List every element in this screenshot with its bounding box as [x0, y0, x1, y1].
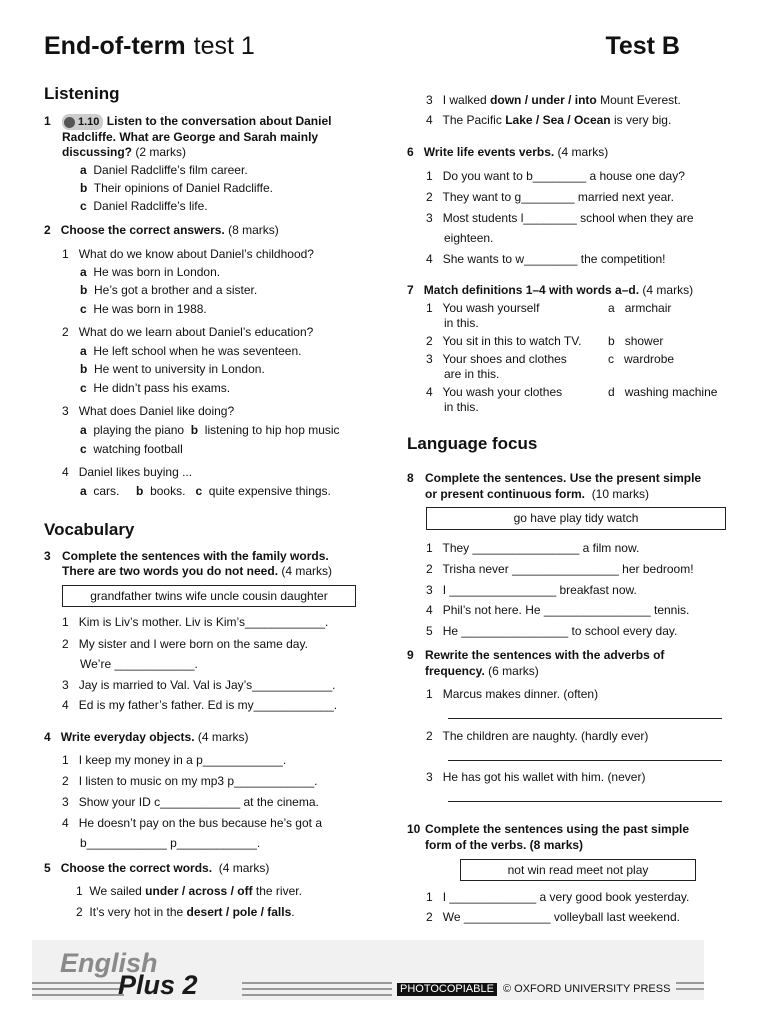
- option-text: Daniel Radcliffe’s life.: [93, 199, 208, 213]
- q10-item-1: [426, 889, 689, 905]
- answer-line[interactable]: [448, 718, 722, 719]
- choice-separator: /: [227, 884, 238, 898]
- item-number: 2: [76, 905, 83, 919]
- q1-marks: (2 marks): [135, 145, 187, 159]
- item-number: 4: [426, 385, 433, 399]
- item-text: She wants to w________ the competition!: [442, 252, 666, 266]
- answer-line[interactable]: [448, 801, 722, 802]
- item-number: 1: [76, 884, 83, 898]
- option-letter: b: [80, 283, 88, 297]
- q2-s3-ab: [80, 422, 340, 438]
- item-number: 3: [426, 770, 433, 784]
- word-box-family: grandfather twins wife uncle cousin daughter: [62, 585, 356, 607]
- q3-marks: (4 marks): [281, 564, 333, 578]
- q4-instruction: [44, 729, 249, 745]
- option-letter: c: [195, 484, 203, 498]
- q2-s2-c: [80, 380, 230, 396]
- q8-marks: (10 marks): [591, 487, 650, 501]
- item-number: 3: [426, 93, 433, 107]
- item-text: They ________________ a film now.: [442, 541, 640, 555]
- q8-item-4: [426, 602, 689, 618]
- choice-word: Sea: [542, 113, 564, 127]
- q1-option-b: [80, 180, 273, 196]
- option-letter: b: [136, 484, 144, 498]
- option-text: He was born in 1988.: [93, 302, 207, 316]
- footer-stripe: [676, 982, 704, 984]
- q3-number: 3: [44, 549, 51, 563]
- option-letter: a: [608, 301, 615, 315]
- item-number: 3: [62, 795, 69, 809]
- option-letter: c: [80, 442, 87, 456]
- item-number: 4: [62, 698, 69, 712]
- q7-def-1-cont: in this.: [444, 316, 479, 330]
- q9-line2: [425, 663, 539, 679]
- footer-stripe: [32, 988, 124, 990]
- choice-word: down: [490, 93, 522, 107]
- option-text: Daniel Radcliffe’s film career.: [93, 163, 248, 177]
- item-text: He doesn’t pay on the bus because he’s got a: [78, 816, 322, 830]
- item-number: 3: [426, 352, 433, 366]
- item-number: 4: [62, 465, 69, 479]
- q2-text: Choose the correct answers.: [60, 223, 225, 237]
- item-text: I keep my money in a p____________.: [78, 753, 287, 767]
- choice-word: desert: [186, 905, 223, 919]
- q6-item-3: [426, 210, 694, 226]
- q5-item-1: [76, 883, 302, 899]
- q7-def-2: [426, 333, 581, 349]
- q8-line2: [425, 486, 649, 502]
- choice-word: Lake: [505, 113, 533, 127]
- q4-item-1: [62, 752, 286, 768]
- option-text: watching football: [93, 442, 183, 456]
- option-letter: b: [80, 362, 88, 376]
- item-text: We sailed: [89, 884, 146, 898]
- q3-item-1: [62, 614, 328, 630]
- q3-item-3: [62, 677, 336, 693]
- option-letter: c: [80, 381, 87, 395]
- item-number: 2: [62, 325, 69, 339]
- item-number: 4: [426, 252, 433, 266]
- option-text: He went to university in London.: [94, 362, 265, 376]
- q4-item-3: [62, 794, 319, 810]
- option-text: He was born in London.: [93, 265, 221, 279]
- option-text: wardrobe: [624, 352, 675, 366]
- q9-item-3: [426, 769, 645, 785]
- item-number: 2: [426, 190, 433, 204]
- item-text: Do you want to b________ a house one day?: [442, 169, 685, 183]
- item-text: What does Daniel like doing?: [78, 404, 235, 418]
- option-text: quite expensive things.: [208, 484, 331, 498]
- option-text: Their opinions of Daniel Radcliffe.: [93, 181, 274, 195]
- item-text: He ________________ to school every day.: [442, 624, 678, 638]
- title-text: End-of-term: [44, 32, 186, 60]
- logo-plus: [118, 970, 198, 1001]
- item-text: .: [291, 905, 295, 919]
- choice-separator: /: [257, 905, 268, 919]
- section-listening: Listening: [44, 84, 120, 103]
- q7-text: Match definitions 1–4 with words a–d.: [423, 283, 640, 297]
- item-number: 1: [62, 753, 69, 767]
- q7-number: 7: [407, 283, 414, 297]
- item-text: is very big.: [610, 113, 672, 127]
- q9-number: 9: [407, 648, 414, 662]
- item-text: Kim is Liv’s mother. Liv is Kim’s____________.: [78, 615, 329, 629]
- choice-word: off: [237, 884, 253, 898]
- q8-item-3: [426, 582, 637, 598]
- item-number: 2: [62, 637, 69, 651]
- q10-item-2: [426, 909, 680, 925]
- photocopiable-badge: PHOTOCOPIABLE: [397, 983, 497, 996]
- item-number: 2: [426, 334, 433, 348]
- item-number: 3: [426, 211, 433, 225]
- q9-marks: (6 marks): [488, 664, 539, 678]
- q8-item-2: [426, 561, 694, 577]
- word-box-verbs: go have play tidy watch: [426, 507, 726, 530]
- item-text: Trisha never ________________ her bedroom!: [442, 562, 694, 576]
- item-text: I walked: [442, 93, 491, 107]
- item-text: Ed is my father’s father. Ed is my____________.: [78, 698, 338, 712]
- item-number: 1: [426, 890, 433, 904]
- q5-item-2: [76, 904, 295, 920]
- option-letter: a: [80, 484, 87, 498]
- q10-number: 10: [407, 822, 421, 836]
- item-number: 1: [426, 301, 433, 315]
- item-text: Phil’s not here. He ________________ tennis.: [442, 603, 690, 617]
- option-letter: a: [80, 344, 87, 358]
- q5-item-3: [426, 92, 681, 108]
- q5-item-4: [426, 112, 671, 128]
- option-text: armchair: [624, 301, 672, 315]
- option-text: playing the piano: [93, 423, 185, 437]
- q10-line2: form of the verbs. (8 marks): [425, 838, 584, 852]
- q7-def-4-cont: in this.: [444, 400, 479, 414]
- q3-item-4: [62, 697, 337, 713]
- q1-option-a: [80, 162, 248, 178]
- q5-instruction: [44, 860, 269, 876]
- item-text: You wash your clothes: [442, 385, 563, 399]
- footer-stripe: [676, 988, 704, 990]
- item-text: Daniel likes buying ...: [78, 465, 193, 479]
- option-text: books.: [150, 484, 186, 498]
- item-text: Your shoes and clothes: [442, 352, 567, 366]
- answer-line[interactable]: [448, 760, 722, 761]
- choice-word: falls: [267, 905, 292, 919]
- q2-s1-c: [80, 301, 207, 317]
- item-text: Jay is married to Val. Val is Jay’s____________.: [78, 678, 336, 692]
- item-text: I listen to music on my mp3 p____________.: [78, 774, 318, 788]
- q2-s1-a: [80, 264, 220, 280]
- q7-def-3: [426, 351, 567, 367]
- q8-item-5: [426, 623, 677, 639]
- item-text: the river.: [252, 884, 302, 898]
- footer-stripe: [242, 994, 392, 996]
- footer-stripe: [32, 982, 124, 984]
- q6-item-2: [426, 189, 674, 205]
- section-vocabulary: Vocabulary: [44, 520, 135, 539]
- item-number: 3: [426, 583, 433, 597]
- q9-item-2: [426, 728, 648, 744]
- q6-number: 6: [407, 145, 414, 159]
- q3-item-2-cont: We’re ____________.: [80, 657, 198, 671]
- q7-marks: (4 marks): [642, 283, 694, 297]
- q5-number: 5: [44, 861, 51, 875]
- item-number: 4: [426, 113, 433, 127]
- q5-text: Choose the correct words.: [60, 861, 213, 875]
- q2-instruction: [44, 222, 279, 238]
- option-letter: c: [80, 302, 87, 316]
- q2-s2-b: [80, 361, 265, 377]
- item-number: 1: [426, 541, 433, 555]
- choice-word: Ocean: [573, 113, 611, 127]
- q7-instruction: [407, 282, 693, 298]
- option-text: washing machine: [624, 385, 718, 399]
- page-title: [44, 32, 255, 61]
- option-letter: a: [80, 163, 87, 177]
- logo-plus-text: Plus: [118, 970, 176, 1000]
- item-number: 3: [62, 678, 69, 692]
- q2-s2-question: [62, 324, 313, 340]
- footer-stripe: [242, 988, 392, 990]
- q4-item-2: [62, 773, 318, 789]
- q6-text: Write life events verbs.: [423, 145, 555, 159]
- item-text: Mount Everest.: [596, 93, 681, 107]
- option-text: listening to hip hop music: [204, 423, 340, 437]
- q8-text2: or present continuous form.: [425, 487, 586, 501]
- item-number: 1: [426, 169, 433, 183]
- item-text: You sit in this to watch TV.: [442, 334, 582, 348]
- section-language-focus: Language focus: [407, 434, 538, 453]
- item-text: Show your ID c____________ at the cinema.: [78, 795, 319, 809]
- choice-word: under: [531, 93, 565, 107]
- choice-separator: /: [564, 93, 575, 107]
- track-number: 1.10: [78, 116, 100, 128]
- option-letter: a: [80, 265, 87, 279]
- q6-instruction: [407, 144, 608, 160]
- q10-line1: Complete the sentences using the past simple: [425, 822, 690, 836]
- q4-item-4: [62, 815, 322, 831]
- item-text: My sister and I were born on the same day.: [78, 637, 308, 651]
- item-number: 2: [426, 562, 433, 576]
- item-text: The children are naughty. (hardly ever): [442, 729, 649, 743]
- item-number: 2: [426, 729, 433, 743]
- q3-line1: Complete the sentences with the family words.: [62, 549, 329, 563]
- logo-level: 2: [182, 970, 198, 1000]
- q3-item-2: [62, 636, 308, 652]
- item-text: What do we know about Daniel’s childhood?: [78, 247, 314, 261]
- option-letter: a: [80, 423, 87, 437]
- q9-item-1: [426, 686, 598, 702]
- q6-item-3-cont: eighteen.: [444, 231, 494, 245]
- q4-text: Write everyday objects.: [60, 730, 195, 744]
- publisher-credit: © OXFORD UNIVERSITY PRESS: [503, 983, 671, 995]
- choice-word: across: [188, 884, 228, 898]
- q1-line2: Radcliffe. What are George and Sarah mainly: [62, 130, 319, 144]
- q2-number: 2: [44, 223, 51, 237]
- q6-item-1: [426, 168, 685, 184]
- q3-text2: There are two words you do not need.: [62, 564, 279, 578]
- item-number: 2: [62, 774, 69, 788]
- q7-def-4: [426, 384, 562, 400]
- word-box-past-verbs: not win read meet not play: [460, 859, 696, 881]
- q1-text3: discussing?: [62, 145, 133, 159]
- item-text: I ________________ breakfast now.: [442, 583, 637, 597]
- logo-english: English: [60, 948, 158, 978]
- option-letter: c: [608, 352, 614, 366]
- q2-s2-a: [80, 343, 301, 359]
- item-text: We _____________ volleyball last weekend.: [442, 910, 680, 924]
- item-number: 3: [62, 404, 69, 418]
- footer-stripe: [242, 982, 392, 984]
- choice-separator: /: [532, 113, 543, 127]
- option-letter: b: [190, 423, 199, 437]
- title-subtitle: test 1: [193, 32, 255, 60]
- q5-marks: (4 marks): [218, 861, 270, 875]
- choice-word: pole: [232, 905, 258, 919]
- item-text: I _____________ a very good book yesterday.: [442, 890, 690, 904]
- q1-number: 1: [44, 114, 51, 128]
- item-number: 5: [426, 624, 433, 638]
- q2-s3-question: [62, 403, 234, 419]
- item-text: Marcus makes dinner. (often): [442, 687, 599, 701]
- q7-word-c: [608, 351, 674, 367]
- q9-text2: frequency.: [425, 664, 485, 678]
- q4-marks: (4 marks): [197, 730, 249, 744]
- audio-track-badge: [62, 114, 103, 130]
- item-number: 1: [62, 615, 69, 629]
- q8-item-1: [426, 540, 639, 556]
- choice-separator: /: [521, 93, 532, 107]
- test-version: Test B: [605, 32, 680, 60]
- q7-word-a: [608, 300, 671, 316]
- footer-stripe: [32, 994, 124, 996]
- q7-def-3-cont: are in this.: [444, 367, 500, 381]
- q1-line1: [62, 113, 331, 130]
- item-number: 1: [62, 247, 69, 261]
- option-text: shower: [624, 334, 664, 348]
- item-text: They want to g________ married next year.: [442, 190, 674, 204]
- q3-line2: [62, 563, 332, 579]
- choice-separator: /: [563, 113, 574, 127]
- item-number: 4: [62, 816, 69, 830]
- q2-s1-b: [80, 282, 257, 298]
- choice-separator: /: [178, 884, 189, 898]
- choice-word: into: [574, 93, 597, 107]
- q2-marks: (8 marks): [228, 223, 279, 237]
- q2-s3-c: [80, 441, 183, 457]
- q7-word-b: [608, 333, 663, 349]
- q4-number: 4: [44, 730, 51, 744]
- q8-number: 8: [407, 471, 414, 485]
- item-number: 2: [426, 910, 433, 924]
- item-text: Most students l________ school when they are: [442, 211, 694, 225]
- cd-icon: [64, 117, 75, 128]
- option-letter: b: [608, 334, 615, 348]
- q8-line1: Complete the sentences. Use the present simple: [425, 471, 702, 485]
- item-text: The Pacific: [442, 113, 506, 127]
- choice-separator: /: [222, 905, 233, 919]
- q6-marks: (4 marks): [557, 145, 609, 159]
- q1-line3: [62, 144, 186, 160]
- option-text: He’s got a brother and a sister.: [94, 283, 258, 297]
- q6-item-4: [426, 251, 666, 267]
- item-number: 4: [426, 603, 433, 617]
- item-text: It’s very hot in the: [89, 905, 187, 919]
- q1-text1: Listen to the conversation about Daniel: [106, 114, 332, 128]
- option-text: He left school when he was seventeen.: [93, 344, 302, 358]
- q4-item-4-cont: b____________ p____________.: [80, 836, 261, 850]
- q1-option-c: [80, 198, 208, 214]
- item-text: He has got his wallet with him. (never): [442, 770, 646, 784]
- option-text: cars.: [93, 484, 120, 498]
- option-letter: c: [80, 199, 87, 213]
- q7-def-1: [426, 300, 539, 316]
- option-letter: d: [608, 385, 615, 399]
- q2-s4-question: [62, 464, 192, 480]
- q9-line1: Rewrite the sentences with the adverbs of: [425, 648, 665, 662]
- item-text: You wash yourself: [442, 301, 540, 315]
- item-number: 1: [426, 687, 433, 701]
- option-letter: b: [80, 181, 88, 195]
- item-text: What do we learn about Daniel’s education?: [78, 325, 314, 339]
- q2-s4-options: [80, 483, 331, 499]
- q7-word-d: [608, 384, 717, 400]
- option-text: He didn’t pass his exams.: [93, 381, 231, 395]
- choice-word: under: [145, 884, 179, 898]
- q2-s1-question: [62, 246, 314, 262]
